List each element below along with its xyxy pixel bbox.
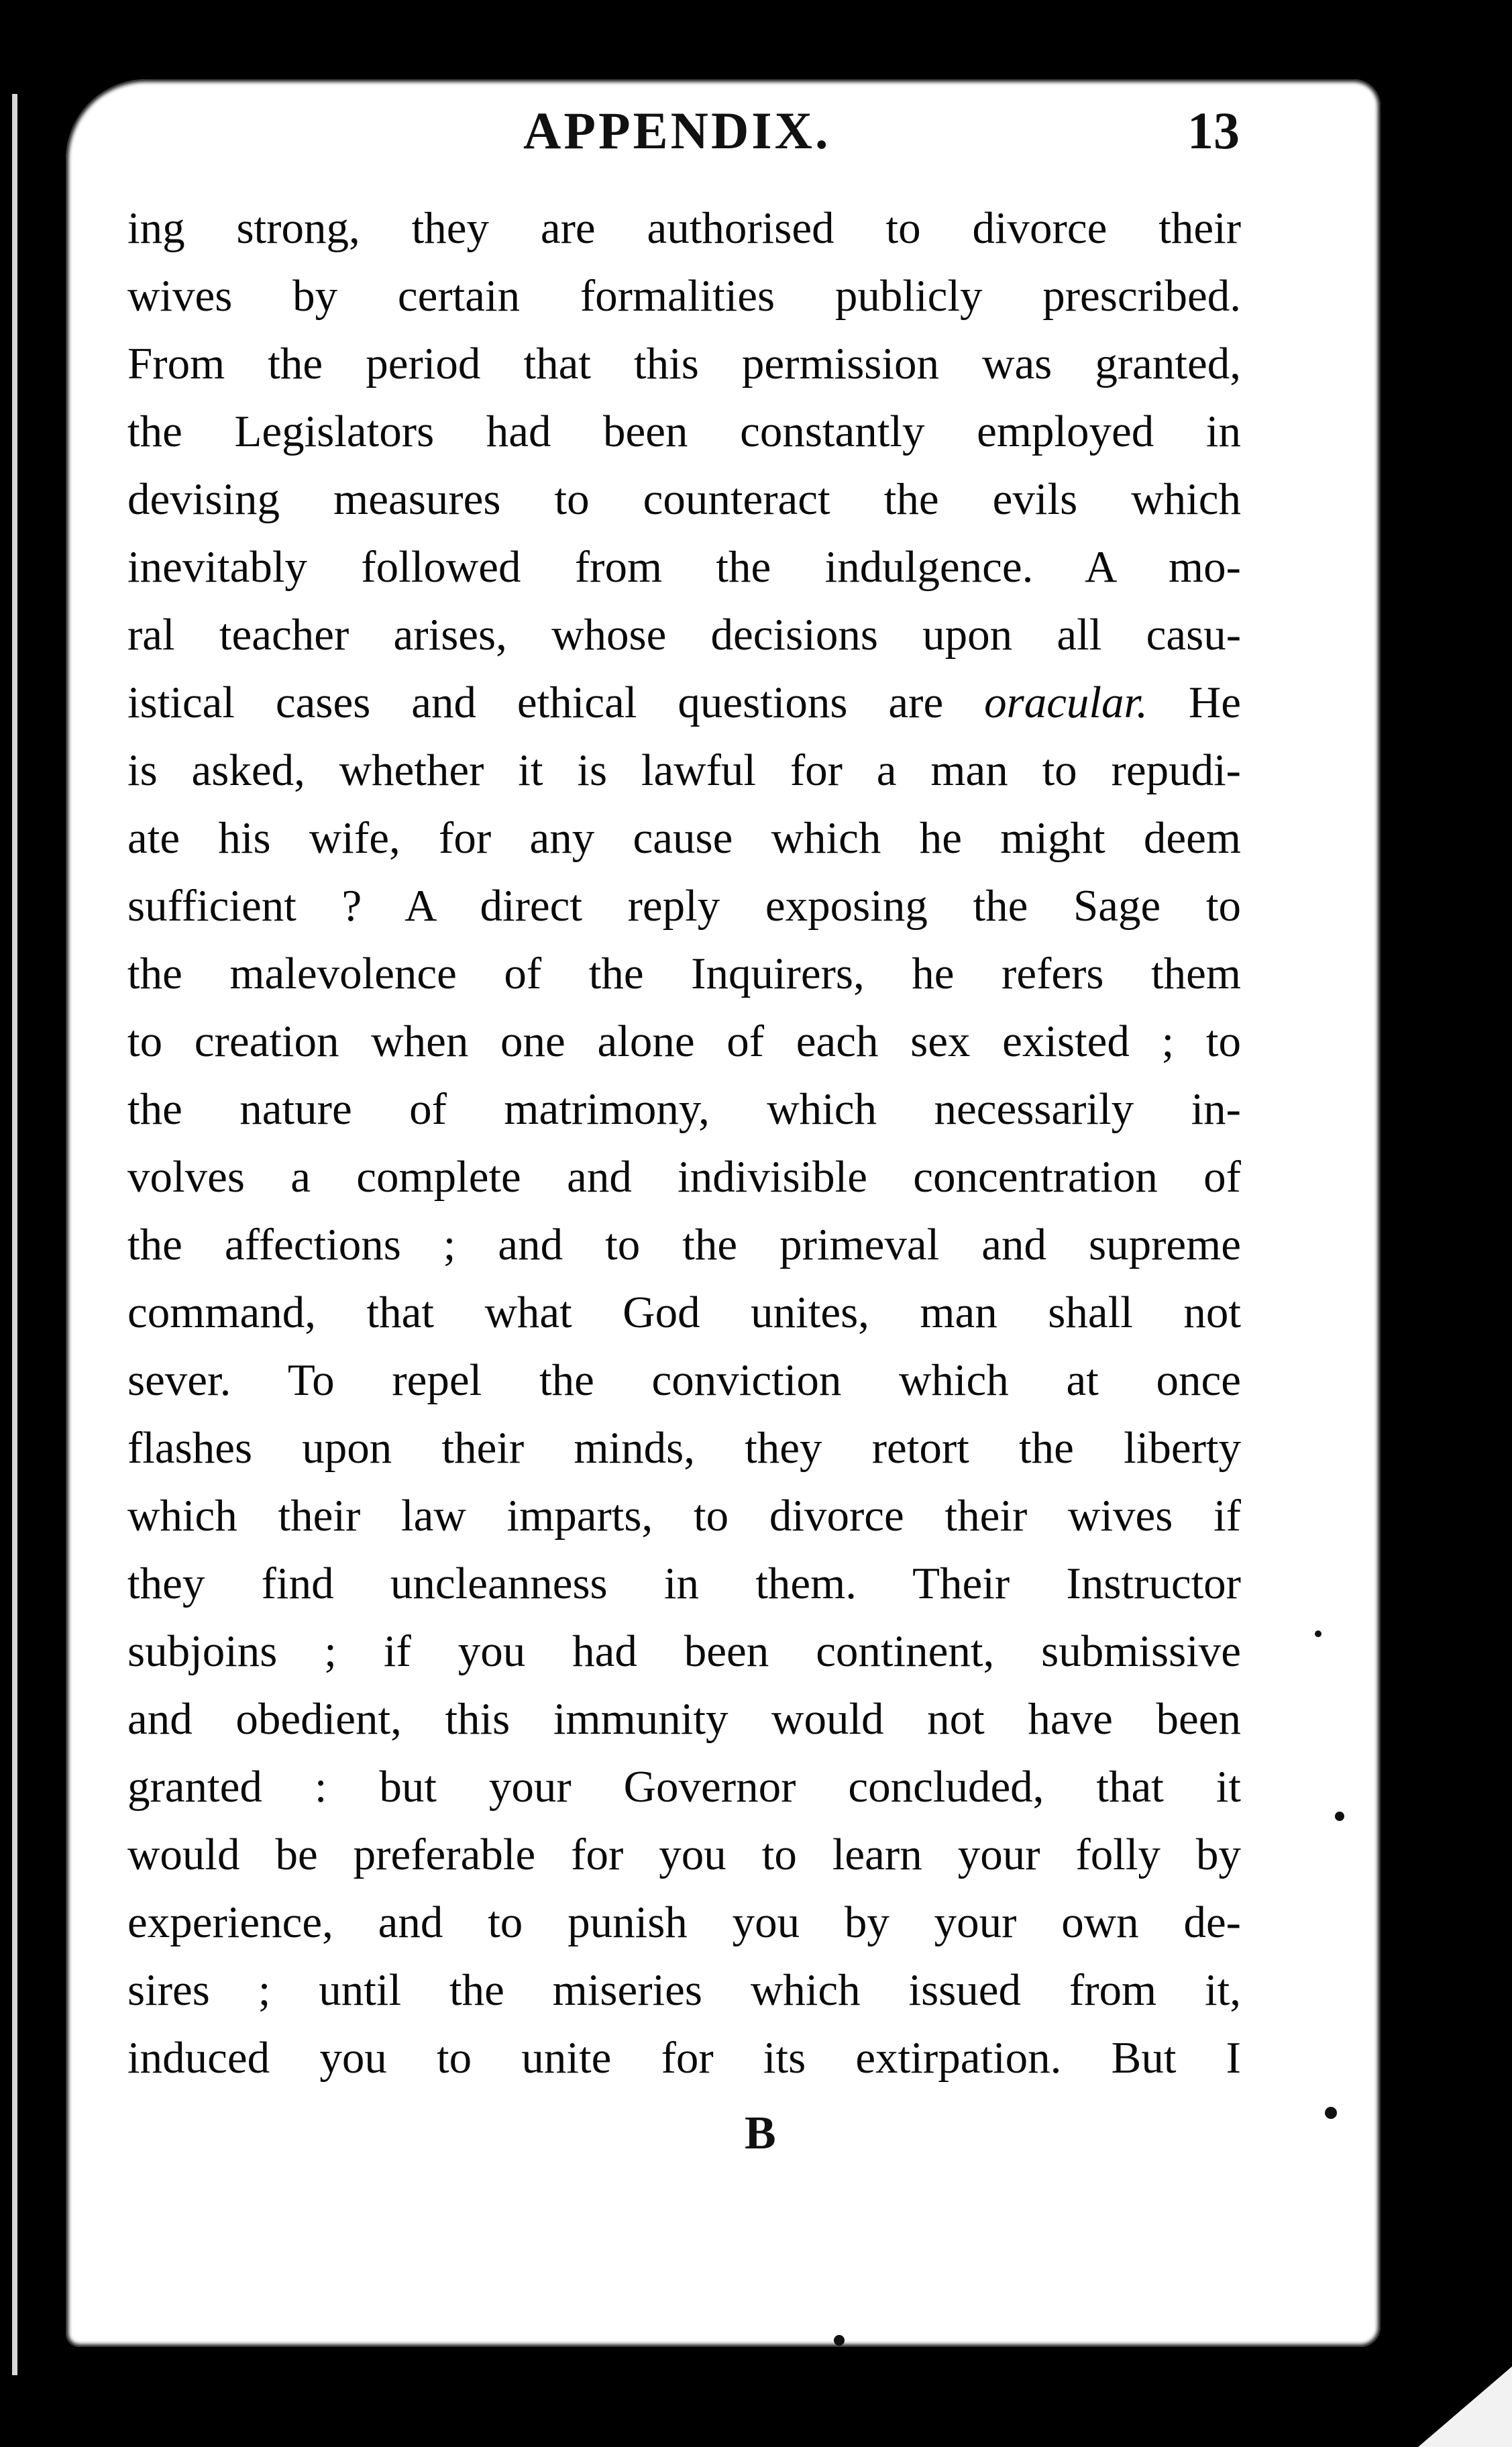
text-line-24: granted : but your Governor concluded, that it xyxy=(127,1762,1241,1812)
page-corner-fold xyxy=(1418,2366,1512,2447)
text-line-23: and obedient, this immunity would not have been xyxy=(127,1694,1241,1744)
text-line-13: to creation when one alone of each sex existed ; to xyxy=(127,1017,1241,1066)
running-head: APPENDIX. xyxy=(523,101,831,160)
scan-edge-line xyxy=(12,94,17,2375)
text-line-8-italic: oracular. xyxy=(984,678,1148,727)
text-line-3: From the period that this permission was granted, xyxy=(127,339,1241,388)
text-line-27: sires ; until the miseries which issued from it, xyxy=(127,1965,1241,2015)
ink-speck xyxy=(1325,2107,1337,2119)
text-line-1: ing strong, they are authorised to divorce their xyxy=(127,203,1241,253)
text-line-17: command, that what God unites, man shall not xyxy=(127,1288,1241,1337)
ink-speck xyxy=(1335,1812,1344,1821)
text-line-28: induced you to unite for its extirpation. But I xyxy=(127,2033,1241,2083)
text-line-12: the malevolence of the Inquirers, he refers them xyxy=(127,949,1241,998)
text-line-22: subjoins ; if you had been continent, submissive xyxy=(127,1626,1241,1676)
text-line-18: sever. To repel the conviction which at once xyxy=(127,1355,1241,1405)
page-number: 13 xyxy=(1187,101,1240,160)
text-line-16: the affections ; and to the primeval and supreme xyxy=(127,1220,1241,1269)
text-line-26: experience, and to punish you by your own de- xyxy=(127,1897,1241,1947)
text-line-7: ral teacher arises, whose decisions upon all casu- xyxy=(127,610,1241,660)
text-line-11: sufficient ? A direct reply exposing the Sage to xyxy=(127,881,1241,931)
text-line-8 xyxy=(127,669,1241,737)
text-line-8-roman: istical cases and ethical questions are xyxy=(127,678,944,727)
body-text xyxy=(127,195,1241,2092)
text-line-14: the nature of matrimony, which necessarily in- xyxy=(127,1084,1241,1134)
text-line-25: would be preferable for you to learn your folly by xyxy=(127,1830,1241,1879)
text-line-5: devising measures to counteract the evils which xyxy=(127,474,1241,524)
text-line-6: inevitably followed from the indulgence. A mo- xyxy=(127,542,1241,592)
text-line-4: the Legislators had been constantly employed in xyxy=(127,407,1241,456)
text-line-10: ate his wife, for any cause which he might deem xyxy=(127,813,1241,863)
text-line-8-tail: He xyxy=(1188,678,1242,727)
ink-speck xyxy=(834,2335,845,2346)
signature-mark: B xyxy=(745,2107,776,2159)
text-line-20: which their law imparts, to divorce their wives if xyxy=(127,1491,1241,1541)
text-line-2: wives by certain formalities publicly prescribed. xyxy=(127,271,1241,321)
text-line-21: they find uncleanness in them. Their Instructor xyxy=(127,1559,1241,1608)
text-line-15: volves a complete and indivisible concentration of xyxy=(127,1152,1241,1202)
text-line-9: is asked, whether it is lawful for a man to repudi- xyxy=(127,745,1241,795)
ink-speck xyxy=(1315,1630,1321,1637)
text-line-19: flashes upon their minds, they retort the liberty xyxy=(127,1423,1241,1473)
